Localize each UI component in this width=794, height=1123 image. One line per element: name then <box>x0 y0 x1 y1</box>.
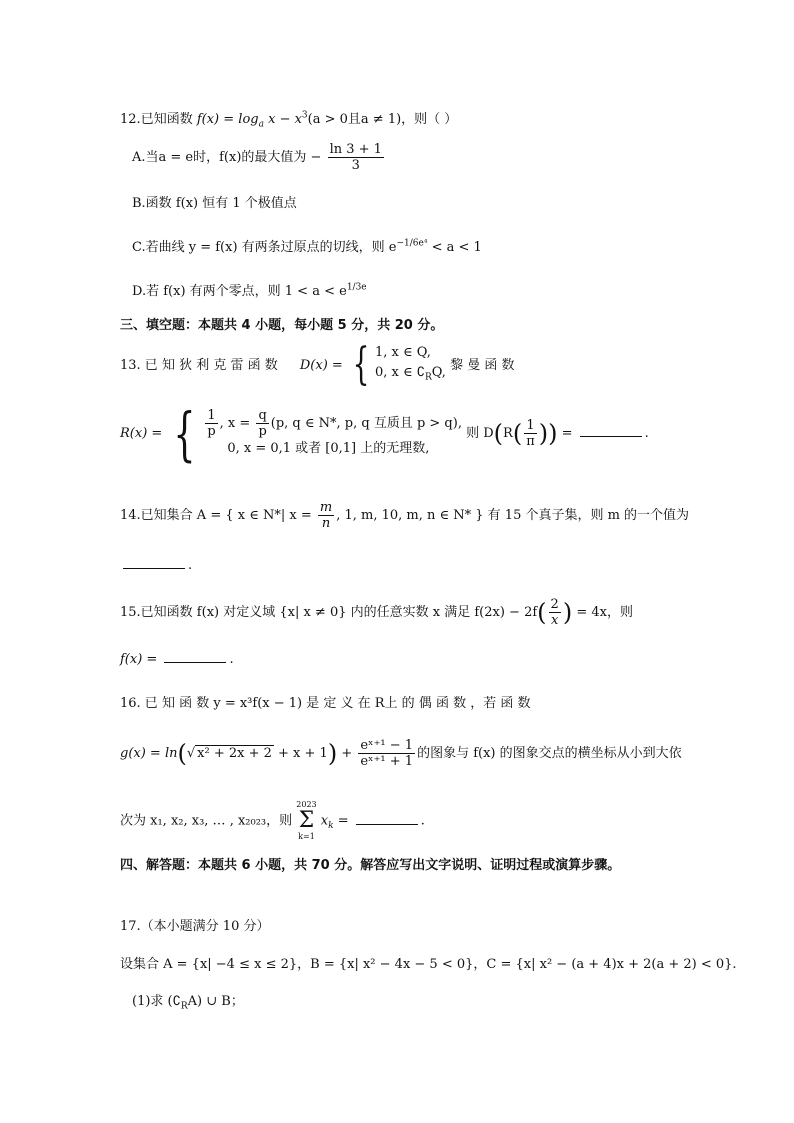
q15-stem: 15.已知函数 f(x) 对定义域 {x| x ≠ 0} 内的任意实数 x 满足 f(2x) − 2f( $\frac{2}{x}$ ) = 4x，则 <box>120 597 633 628</box>
q16-sum: 次为 x₁, x₂, x₃, … , x₂₀₂₃，则 2023 Σ k=1 $x_k$ = . <box>120 800 425 841</box>
q12-option-c: C.若曲线 y = f(x) 有两条过原点的切线，则 $e^{-1/6e^4} < a < 1$ <box>132 238 482 255</box>
q16-answer-blank <box>356 810 418 825</box>
q12-option-b: B.函数 f(x) 恒有 1 个极值点 <box>132 196 297 211</box>
q14-answer-line: . <box>120 554 192 573</box>
q17-sets: 设集合 A = {x| −4 ≤ x ≤ 2}，B = {x| x² − 4x − 5 < 0}，C = {x| x² − (a + 4)x + 2(a + 2) < 0}. <box>120 957 737 972</box>
q13-dirichlet: 13. 已 知 狄 利 克 雷 函 数 D(x) = { 1, x ∈ Q, 0, x ∈ $∁_RQ$, 黎 曼 函 数 <box>120 339 515 391</box>
q12-option-a: A.当a = e时，f(x)的最大值为 − $\frac{\ln 3 + 1}{3}$ <box>132 142 382 173</box>
q16-stem: 16. 已 知 函 数 y = x³f(x − 1) 是 定 义 在 R上 的 偶 函 数 ，若 函 数 <box>120 696 531 711</box>
q13-riemann: R(x) = { $\frac{1}{p}$ , x = $\frac{q}{p}$ (p, q ∈ N*, p, q 互质且 p > q), 0, x = 0,1 或者 [0,1] 上的无理数, 则 D(R( $\frac{1}{\pi}$ )) = . <box>120 399 649 468</box>
q12-option-d: D.若 f(x) 有两个零点，则 $1 < a < e^{1/3e}$ <box>132 282 367 299</box>
section-4-heading: 四、解答题：本题共 6 小题，共 70 分。解答应写出文字说明、证明过程或演算步骤。 <box>120 858 621 873</box>
q14-stem: 14.已知集合 A = { x ∈ N*| x = $\frac{m}{n}$ , 1, m, 10, m, n ∈ N* } 有 15 个真子集，则 m 的一个值为 <box>120 500 690 531</box>
q17-part1: (1)求 $(∁_RA)$ ∪ B； <box>132 994 244 1012</box>
q12-stem: 12.已知函数 $f(x) = \log_a x - x^3(a > 0$且a ≠ 1)，则（ ） <box>120 110 458 130</box>
q15-answer-line: f(x) = . <box>120 648 234 667</box>
q16-g-function: g(x) = ln(√ x² + 2x + 2 + x + 1) + $\frac{\text{eˣ⁺¹ − 1}}{\text{eˣ⁺¹ + 1}}$ 的图象与 f(x) 的图象交点的横坐标从小到大依 <box>120 738 682 769</box>
section-3-heading: 三、填空题：本题共 4 小题，每小题 5 分，共 20 分。 <box>120 318 444 333</box>
q17-header: 17.（本小题满分 10 分） <box>120 919 270 934</box>
q13-answer-blank <box>580 422 642 437</box>
